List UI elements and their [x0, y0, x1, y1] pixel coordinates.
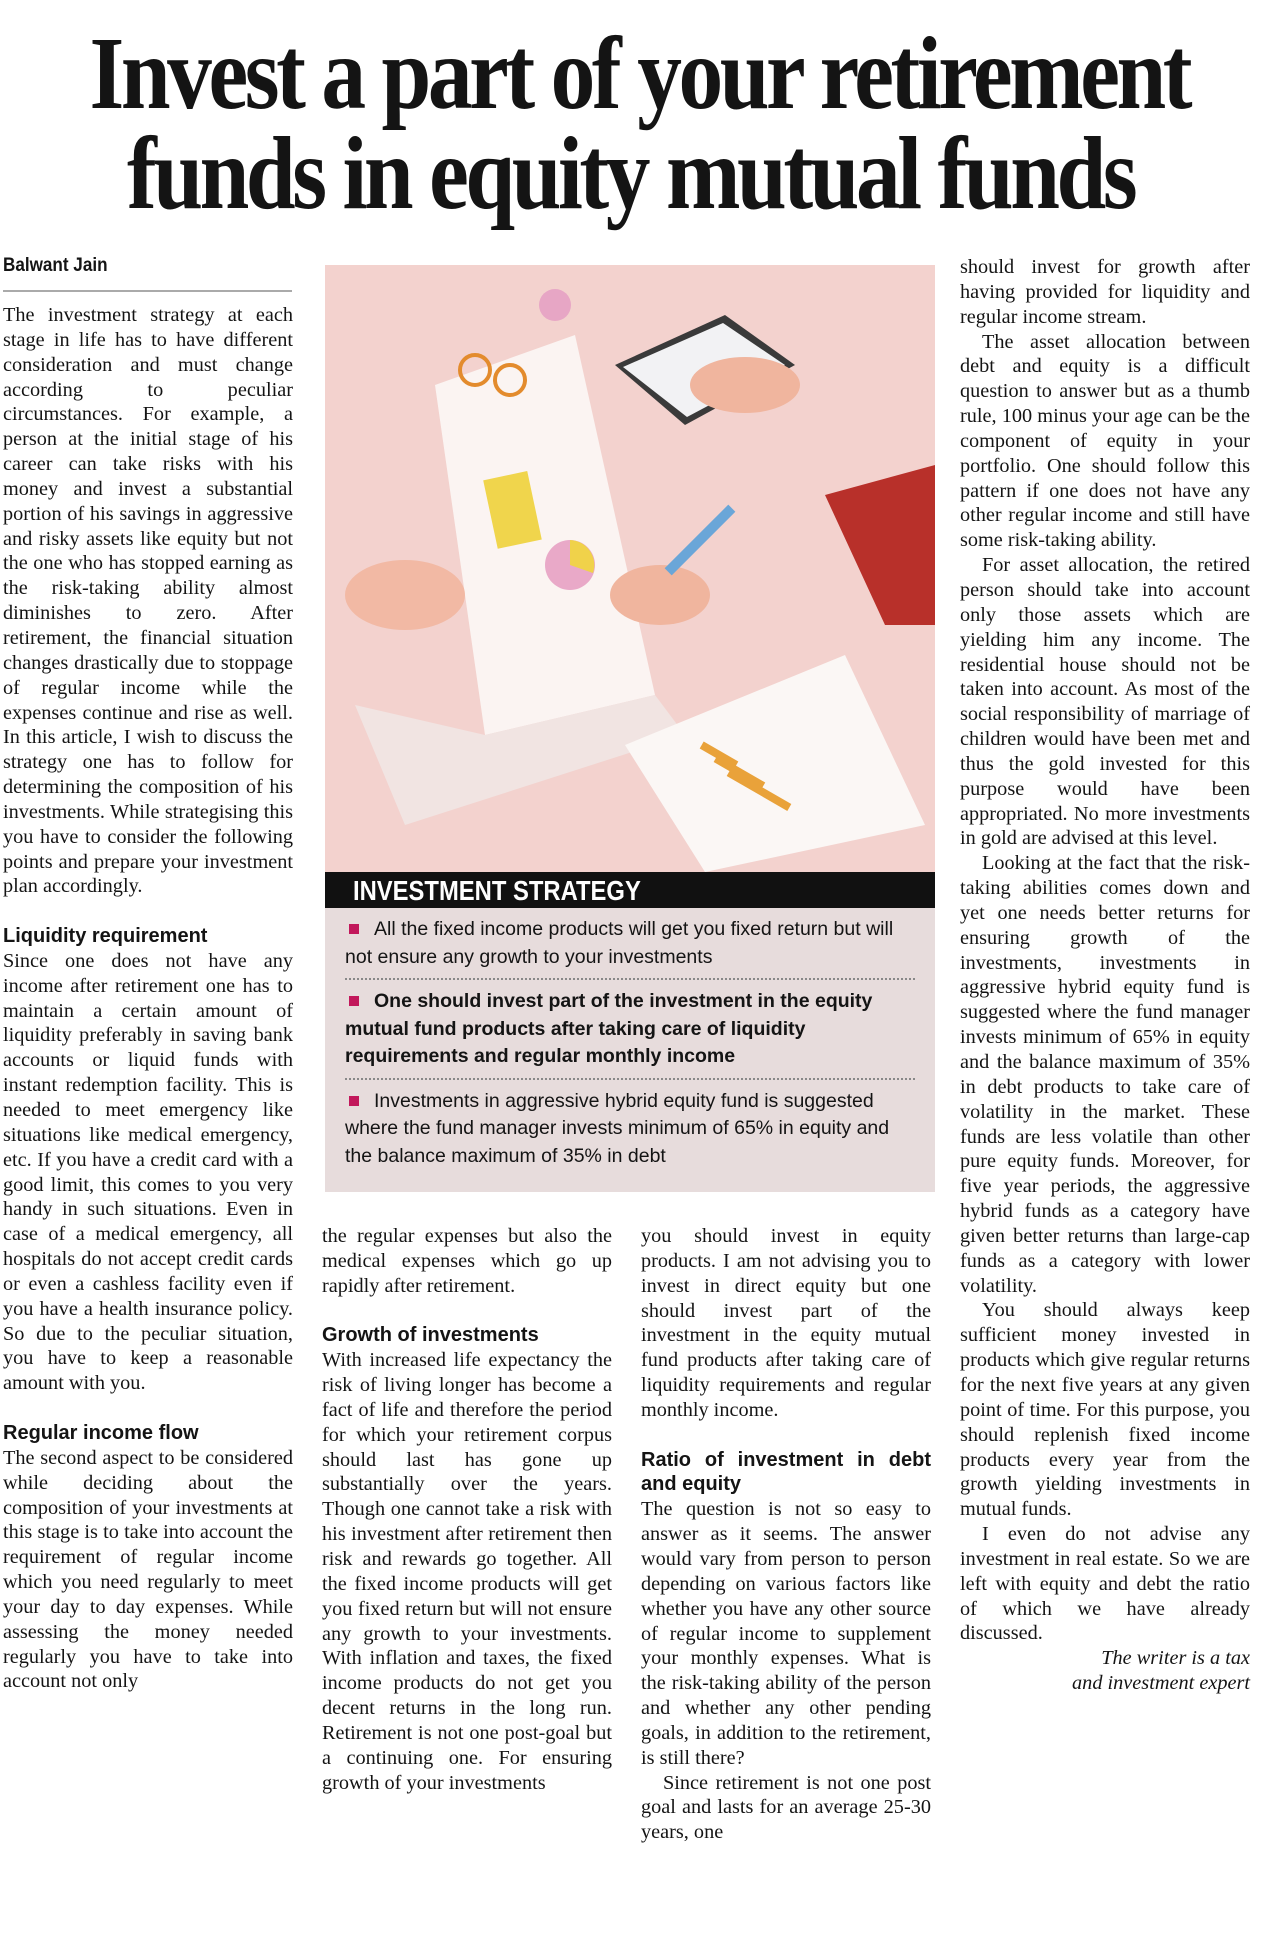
byline-divider — [3, 290, 292, 292]
col4-paragraph: For asset allocation, the retired person should take into account only those assets which are yielding him any income. The residential house should not be taken into account. As most of the social responsibility of marriage of children would have been met and thus the gold invested for this purpose would have been appropriated. No more investments in gold are advised at this level. — [960, 554, 1250, 850]
liquidity-paragraph: Since one does not have any income after retirement one has to maintain a certain amount of liquidity preferably in saving bank accounts or liquid funds with instant redemption facility. This is needed to meet emergency like situations like medical emergency, etc. If you have a credit card with a good limit, this comes to you very handy in such situations. Even in case of a medical emergency, all hospitals do not accept credit cards or even a cashless facility even if you have a health insurance policy. So due to the peculiar situation, you have to keep a reasonable amount with you. — [3, 949, 293, 1395]
ratio-paragraph: The question is not so easy to answer as it seems. The answer would vary from person to person depending on various factors like whether you have any other source of regular income to supplement your monthly expenses. What is the risk-taking ability of the person and whether any other pending goals, in addition to the retirement, is still there? — [641, 1498, 931, 1769]
writer-credit-line-2: and investment expert — [1072, 1672, 1250, 1695]
article-column-1 — [3, 303, 293, 1694]
headline-line-2: funds in equity mutual funds — [127, 116, 1135, 231]
growth-paragraph-continued: you should invest in equity products. I am not advising you to invest in direct equity but one should invest part of the investment in the equity mutual fund products after taking care of liquidity requirements and regular monthly income. — [641, 1225, 931, 1421]
headline-line-1: Invest a part of your retirement — [89, 16, 1190, 131]
col4-paragraph: I even do not advise any investment in real estate. So we are left with equity and debt the ratio of which we have already discussed. — [960, 1523, 1250, 1645]
col4-paragraph: Looking at the fact that the risk-taking abilities comes down and yet one needs better returns for ensuring growth of the investments, investments in aggressive hybrid equity fund is suggested where the fund manager invests minimum of 65% in equity and the balance maximum of 35% in debt products to take care of volatility in the market. These funds are less volatile than other pure equity funds. Moreover, for five year periods, the aggressive hybrid funds as a category have given better returns than large-cap funds as a category with lower volatility. — [960, 852, 1250, 1297]
box-title: INVESTMENT STRATEGY — [325, 872, 935, 908]
article-column-2 — [322, 1224, 612, 1795]
article-column-3 — [641, 1224, 931, 1845]
square-bullet-icon — [349, 924, 359, 934]
photo-illustration — [325, 265, 935, 872]
article-column-4 — [960, 255, 1250, 1696]
income-paragraph-continued: the regular expenses but also the medical expenses which go up rapidly after retirement. — [322, 1225, 612, 1297]
ratio-paragraph-2: Since retirement is not one post goal and lasts for an average 25-30 years, one — [641, 1771, 931, 1844]
col4-paragraph: The asset allocation between debt and equity is a difficult question to answer but as a thumb rule, 100 minus your age can be the component of equity in your portfolio. One should follow this pattern if one does not have any other regular income and still have some risk-taking ability. — [960, 330, 1250, 552]
square-bullet-icon — [349, 996, 359, 1006]
strategy-bullet: One should invest part of the investment in the equity mutual fund products after taking care of liquidity requirements and regular monthly income — [345, 978, 915, 1078]
strategy-bullet: Investments in aggressive hybrid equity fund is suggested where the fund manager invests minimum of 65% in equity and the balance maximum of 35% in debt — [345, 1078, 915, 1178]
investment-strategy-box — [325, 872, 935, 1192]
intro-paragraph: The investment strategy at each stage in life has to have different consideration and must change according to peculiar circumstances. For example, a person at the initial stage of his career can take risks with his money and invest a substantial portion of his savings in aggressive and risky assets like equity but not the one who has stopped earning as the risk-taking ability almost diminishes to zero. After retirement, the financial situation changes drastically due to stoppage of regular income while the expenses continue and rise as well. In this article, I wish to discuss the strategy one has to follow for determining the composition of his investments. While strategising this you have to consider the following points and prepare your investment plan accordingly. — [3, 304, 293, 898]
writer-credit-line-1: The writer is a tax — [1101, 1647, 1250, 1670]
byline: Balwant Jain — [3, 255, 108, 276]
col4-paragraph: You should always keep sufficient money invested in products which give regular returns for the next five years at any given point of time. For this purpose, you should replenish fixed income products every year from the growth yielding investments in mutual funds. — [960, 1299, 1250, 1521]
article-photo — [325, 265, 935, 872]
section-heading-ratio: Ratio of investment in debt and equity — [641, 1448, 931, 1496]
hand — [345, 560, 465, 630]
growth-paragraph: With increased life expectancy the risk of living longer has become a fact of life and therefore the period for which your retirement corpus should last has gone up substantially over the years. Though one cannot take a risk with his investment after retirement then risk and rewards go together. All the fixed income products will get you fixed return but will not ensure any growth to your investments. With inflation and taxes, the fixed income products do not get you decent returns in the long run. Retirement is not one post-goal but a continuing one. For ensuring growth of your investments — [322, 1349, 612, 1794]
section-heading-regular-income: Regular income flow — [3, 1421, 199, 1444]
col4-paragraph: should invest for growth after having provided for liquidity and regular income stream. — [960, 256, 1250, 328]
income-paragraph: The second aspect to be considered while deciding about the composition of your investments at this stage is to take into account the requirement of regular income which you need regularly to meet your day to day expenses. While assessing the money needed regularly you have to take into account not only — [3, 1446, 293, 1693]
section-heading-liquidity: Liquidity requirement — [3, 925, 208, 948]
square-bullet-icon — [349, 1096, 359, 1106]
strategy-bullet: All the fixed income products will get you fixed return but will not ensure any growth to your investments — [345, 918, 894, 968]
section-heading-growth: Growth of investments — [322, 1324, 539, 1347]
